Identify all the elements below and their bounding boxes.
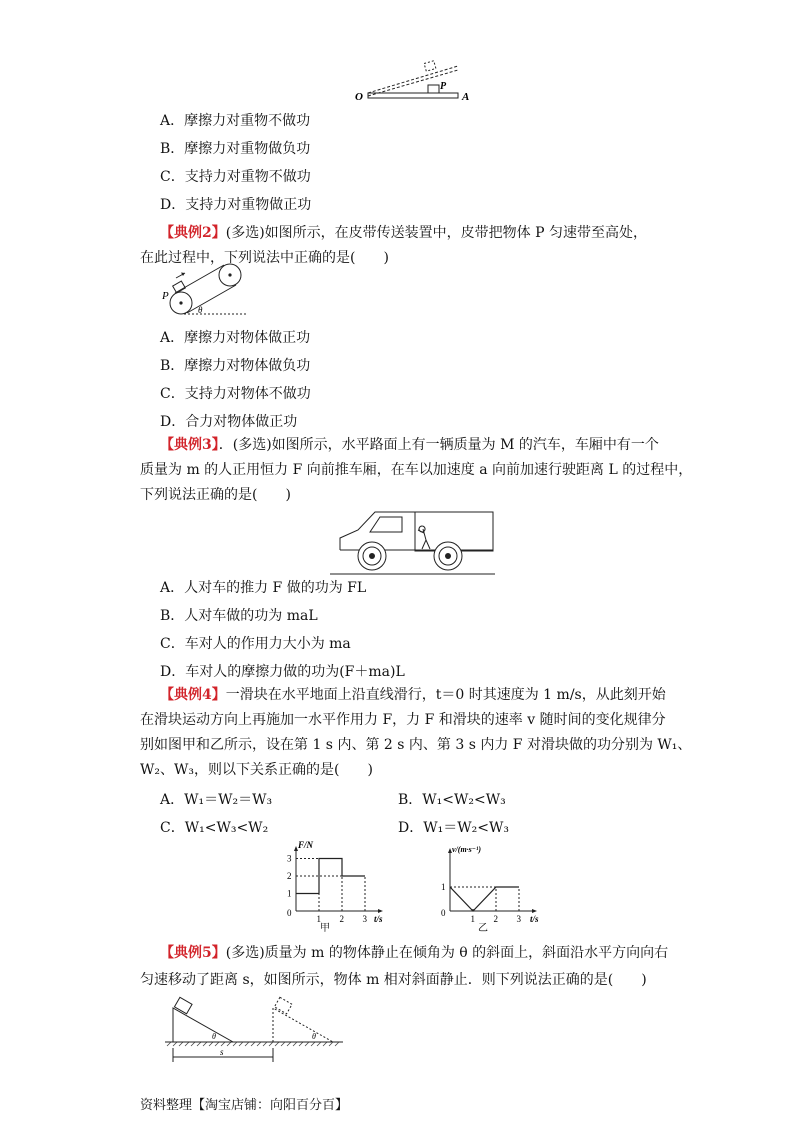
q5-label-theta1: θ <box>212 1032 216 1041</box>
graph-a-xtick-1: 1 <box>316 914 321 924</box>
q3-car-figure <box>330 500 495 576</box>
graph-b-xtick-2: 2 <box>493 914 498 924</box>
q1-option-d: D．支持力对重物做正功 <box>160 197 312 213</box>
graph-a-origin: 0 <box>287 908 292 918</box>
q1-block-tilted <box>424 61 436 71</box>
q1-block <box>428 85 439 93</box>
q4-graph-velocity <box>430 838 555 933</box>
q3-stem-line1: 【典例3】．(多选)如图所示，水平路面上有一辆质量为 M 的汽车，车厢中有一个 <box>160 437 659 453</box>
q2-tag: 【典例2】 <box>160 225 226 241</box>
q4-graph-force <box>278 838 398 933</box>
q5-block-start <box>174 997 192 1014</box>
q3-option-d: D．车对人的摩擦力做的功为(F＋ma)L <box>160 664 405 680</box>
q4-stem-line2: 在滑块运动方向上再施加一水平作用力 F，力 F 和滑块的速率 v 随时间的变化规律分 <box>140 712 666 728</box>
q2-belt-top <box>175 265 224 293</box>
q1-label-o: O <box>355 91 363 103</box>
graph-b-ylabel: v/(m·s⁻¹) <box>452 845 482 854</box>
q4-option-c: C．W₁<W₃<W₂ <box>160 820 269 836</box>
graph-b-ytick-1: 1 <box>441 882 446 892</box>
q2-label-p: P <box>162 290 169 302</box>
graph-b-caption: 乙 <box>478 923 488 933</box>
q5-label-s: s <box>220 1047 224 1057</box>
q1-option-b: B．摩擦力对重物做负功 <box>160 141 311 157</box>
q4-option-b: B．W₁<W₂<W₃ <box>398 792 506 808</box>
graph-a-xtick-3: 3 <box>362 914 367 924</box>
q1-figure <box>355 58 480 106</box>
q4-option-a: A．W₁＝W₂＝W₃ <box>160 792 273 808</box>
graph-a-xtick-2: 2 <box>339 914 344 924</box>
q4-option-d: D．W₁＝W₂<W₃ <box>398 820 509 836</box>
q4-stem-line1: 【典例4】一滑块在水平地面上沿直线滑行，t＝0 时其速度为 1 m/s，从此刻开始 <box>160 687 666 703</box>
q5-stem-line1: 【典例5】(多选)质量为 m 的物体静止在倾角为 θ 的斜面上，斜面沿水平方向向右 <box>160 945 669 961</box>
graph-b-origin: 0 <box>441 908 446 918</box>
q4-stem-line3: 别如图甲和乙所示，设在第 1 s 内、第 2 s 内、第 3 s 内力 F 对滑块做的功分别为 W₁、 <box>140 737 692 753</box>
graph-b-xtick-3: 3 <box>516 914 521 924</box>
q4-stem-line4: W₂、W₃，则以下关系正确的是( ) <box>140 762 373 778</box>
graph-a-series-line <box>296 859 365 894</box>
q4-tag: 【典例4】 <box>160 687 226 703</box>
q3-tag: 【典例3】 <box>160 437 219 453</box>
q2-option-d: D．合力对物体做正功 <box>160 414 298 430</box>
q3-option-c: C．车对人的作用力大小为 ma <box>160 636 351 652</box>
q5-incline-figure <box>165 996 345 1066</box>
q1-label-a: A <box>462 91 470 103</box>
q5-block-end <box>274 997 292 1014</box>
graph-b-xtick-1: 1 <box>470 914 475 924</box>
q3-option-b: B．人对车做的功为 maL <box>160 608 318 624</box>
graph-a-xlabel: t/s <box>374 914 383 924</box>
q5-label-theta2: θ <box>312 1032 316 1041</box>
q5-incline-end <box>273 1008 333 1042</box>
q2-label-theta: θ <box>198 305 203 315</box>
page-footer: 资料整理【淘宝店铺：向阳百分百】 <box>140 1098 349 1113</box>
q2-conveyor-figure <box>160 262 250 318</box>
q3-stem-line3: 下列说法正确的是( ) <box>140 487 291 503</box>
graph-b-series-line <box>450 887 519 911</box>
q2-stem-line2: 在此过程中，下列说法中正确的是( ) <box>140 250 389 266</box>
q2-option-c: C．支持力对物体不做功 <box>160 386 311 402</box>
graph-b-xlabel: t/s <box>530 914 539 924</box>
q1-option-a: A．摩擦力对重物不做功 <box>160 113 311 129</box>
q1-option-c: C．支持力对重物不做功 <box>160 169 311 185</box>
q1-plank <box>368 93 458 98</box>
q5-stem-line2: 匀速移动了距离 s，如图所示，物体 m 相对斜面静止．则下列说法正确的是( ) <box>140 972 647 988</box>
q2-belt-bottom <box>187 285 236 313</box>
q2-block-p <box>173 281 186 293</box>
q3-person <box>418 526 430 549</box>
q3-cab-window <box>370 517 402 532</box>
graph-a-ytick-2: 2 <box>287 871 292 881</box>
q3-option-a: A．人对车的推力 F 做的功为 FL <box>160 580 367 596</box>
graph-a-ytick-1: 1 <box>287 888 292 899</box>
q3-stem-line2: 质量为 m 的人正用恒力 F 向前推车厢，在车以加速度 a 向前加速行驶距离 L 的过程中， <box>140 462 693 478</box>
q2-option-a: A．摩擦力对物体做正功 <box>160 330 311 346</box>
graph-a-caption: 甲 <box>320 923 330 933</box>
q5-incline-start <box>173 1008 233 1042</box>
graph-a-ylabel: F/N <box>298 840 314 850</box>
graph-a-ytick-3: 3 <box>287 853 292 864</box>
q2-stem-line1: 【典例2】(多选)如图所示，在皮带传送装置中，皮带把物体 P 匀速带至高处， <box>160 225 647 241</box>
q2-option-b: B．摩擦力对物体做负功 <box>160 358 311 374</box>
q1-label-p: P <box>440 81 447 92</box>
q5-tag: 【典例5】 <box>160 945 226 961</box>
